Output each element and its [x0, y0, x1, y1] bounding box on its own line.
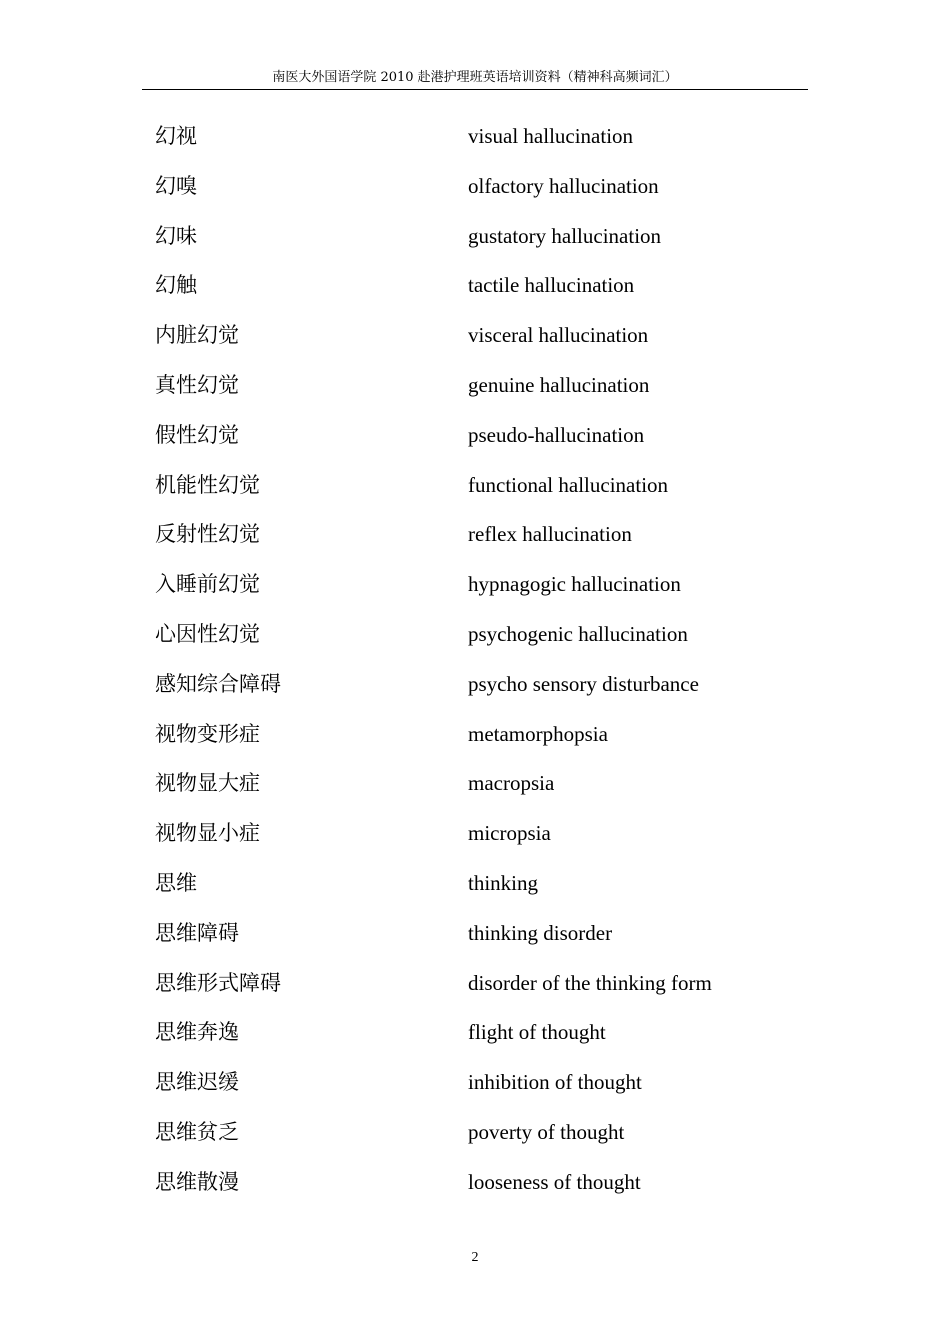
term-english: functional hallucination: [468, 472, 669, 497]
glossary-row: [155, 610, 795, 660]
term-chinese: 思维散漫: [155, 1169, 239, 1194]
term-english: tactile hallucination: [468, 273, 635, 298]
term-chinese: 幻视: [155, 124, 197, 148]
term-english: flight of thought: [468, 1020, 606, 1045]
term-english: inhibition of thought: [468, 1070, 642, 1095]
term-chinese: 思维障碍: [155, 920, 239, 945]
glossary-row: [155, 510, 795, 560]
term-english: reflex hallucination: [468, 522, 632, 547]
glossary-row: [155, 660, 795, 710]
glossary-row: [155, 361, 795, 411]
term-english: olfactory hallucination: [468, 173, 659, 198]
glossary-row: [155, 461, 795, 511]
term-chinese: 思维贫乏: [155, 1119, 239, 1144]
glossary-row: [155, 909, 795, 959]
term-chinese: 思维迟缓: [155, 1070, 239, 1095]
term-english: thinking disorder: [468, 920, 613, 945]
term-chinese: 幻触: [155, 273, 197, 298]
glossary-row: [155, 112, 795, 162]
term-chinese: 感知综合障碍: [155, 671, 281, 696]
term-english: psychogenic hallucination: [468, 621, 688, 646]
term-english: metamorphopsia: [468, 721, 608, 746]
term-chinese: 心因性幻觉: [155, 621, 260, 646]
glossary-row: [155, 162, 795, 212]
term-english: genuine hallucination: [468, 372, 650, 397]
term-english: disorder of the thinking form: [468, 970, 712, 995]
term-chinese: 幻嗅: [155, 173, 197, 198]
glossary-row: [155, 560, 795, 610]
glossary-row: [155, 759, 795, 809]
glossary-row: [155, 411, 795, 461]
glossary-row: [155, 1108, 795, 1158]
glossary-list: [155, 112, 795, 1208]
glossary-row: [155, 859, 795, 909]
term-english: poverty of thought: [468, 1119, 625, 1144]
glossary-row: [155, 1008, 795, 1058]
glossary-row: [155, 212, 795, 262]
glossary-row: [155, 959, 795, 1009]
term-english: visceral hallucination: [468, 323, 649, 348]
term-chinese: 视物显大症: [155, 771, 260, 796]
term-chinese: 思维奔逸: [155, 1020, 239, 1045]
term-english: gustatory hallucination: [468, 223, 662, 248]
glossary-row: [155, 261, 795, 311]
page-header: [142, 69, 808, 90]
glossary-row: [155, 809, 795, 859]
term-english: looseness of thought: [468, 1169, 641, 1194]
term-chinese: 真性幻觉: [155, 372, 239, 397]
term-english: thinking: [468, 870, 539, 895]
term-chinese: 视物显小症: [155, 821, 260, 846]
term-chinese: 视物变形症: [155, 721, 260, 746]
page-number: 2: [471, 1250, 479, 1265]
term-chinese: 机能性幻觉: [155, 472, 260, 497]
term-english: micropsia: [468, 821, 551, 846]
glossary-row: [155, 1058, 795, 1108]
term-english: macropsia: [468, 771, 555, 796]
term-english: psycho sensory disturbance: [468, 671, 699, 696]
glossary-row: [155, 1158, 795, 1208]
glossary-row: [155, 710, 795, 760]
term-chinese: 思维: [155, 870, 197, 895]
term-english: visual hallucination: [468, 124, 634, 148]
term-chinese: 假性幻觉: [155, 422, 239, 447]
glossary-row: [155, 311, 795, 361]
term-chinese: 入睡前幻觉: [155, 572, 260, 597]
term-english: hypnagogic hallucination: [468, 572, 681, 597]
term-chinese: 内脏幻觉: [155, 323, 239, 348]
term-english: pseudo-hallucination: [468, 422, 645, 447]
header-title: 南医大外国语学院 2010 赴港护理班英语培训资料（精神科高频词汇）: [272, 70, 678, 85]
term-chinese: 反射性幻觉: [155, 522, 260, 547]
term-chinese: 思维形式障碍: [155, 970, 281, 995]
term-chinese: 幻味: [155, 223, 197, 248]
